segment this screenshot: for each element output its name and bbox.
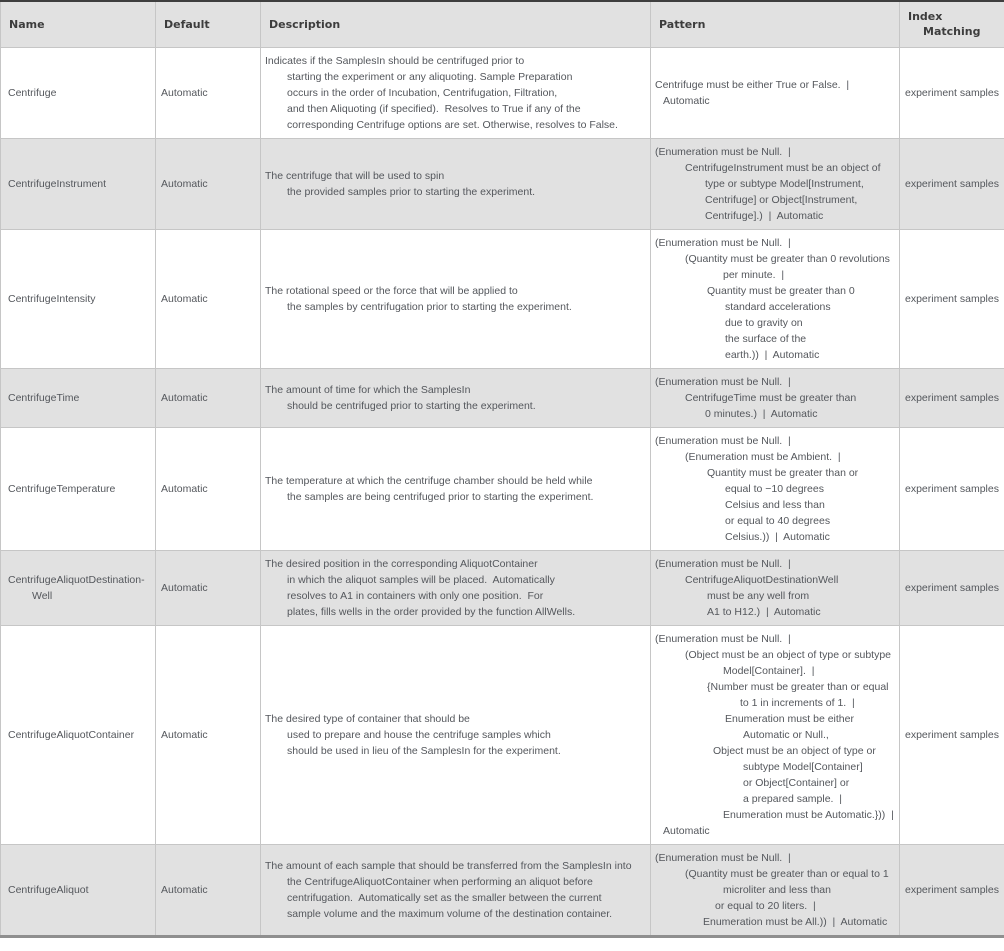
pattern-line: Object must be an object of type or [713, 744, 876, 757]
index-matching-cell [900, 625, 1004, 844]
table-row [1, 844, 1004, 936]
index-matching-cell [900, 427, 1004, 550]
index-matching-value: experiment samples [905, 86, 999, 99]
default-cell [156, 844, 261, 936]
pattern-line: Enumeration must be either [725, 712, 854, 725]
pattern-line: CentrifugeInstrument must be an object of [685, 161, 881, 174]
pattern-line: to 1 in increments of 1. | [740, 696, 855, 709]
description-line: centrifugation. Automatically set as the smaller between the current [287, 891, 602, 904]
description-line: The centrifuge that will be used to spin [265, 169, 445, 182]
pattern-line: equal to −10 degrees [725, 482, 824, 495]
pattern-line: or equal to 20 liters. | [715, 899, 816, 912]
description-cell [261, 138, 651, 229]
pattern-line: due to gravity on [725, 316, 803, 329]
description-line: Indicates if the SamplesIn should be centrifuged prior to [265, 54, 525, 67]
table-body [1, 47, 1004, 936]
name-cell [1, 229, 156, 368]
column-header-name: Name [1, 1, 156, 47]
description-line: should be centrifuged prior to starting the experiment. [287, 399, 536, 412]
pattern-line: Enumeration must be All.)) | Automatic [703, 915, 888, 928]
description-line: sample volume and the maximum volume of the destination container. [287, 907, 613, 920]
pattern-line: must be any well from [707, 589, 810, 602]
default-cell [156, 138, 261, 229]
description-line: in which the aliquot samples will be placed. Automatically [287, 573, 555, 586]
name-cell [1, 138, 156, 229]
description-cell [261, 625, 651, 844]
option-name-line: CentrifugeIntensity [8, 292, 96, 305]
pattern-line: Automatic [663, 94, 710, 107]
index-matching-cell [900, 550, 1004, 625]
pattern-line: Celsius and less than [725, 498, 825, 511]
pattern-line: a prepared sample. | [743, 792, 843, 805]
pattern-line: Celsius.)) | Automatic [725, 530, 830, 543]
default-value: Automatic [161, 292, 208, 305]
table-header [1, 1, 1004, 47]
pattern-line: Enumeration must be Automatic.})) | [723, 808, 894, 821]
default-cell [156, 229, 261, 368]
default-value: Automatic [161, 728, 208, 741]
description-line: The temperature at which the centrifuge chamber should be held while [265, 474, 593, 487]
pattern-line: 0 minutes.) | Automatic [705, 407, 818, 420]
pattern-line: (Enumeration must be Null. | [655, 236, 791, 249]
pattern-line: the surface of the [725, 332, 807, 345]
description-line: resolves to A1 in containers with only one position. For [287, 589, 544, 602]
table-row [1, 550, 1004, 625]
column-header-description: Description [261, 1, 651, 47]
column-header-index-matching: Index Matching [900, 1, 1004, 47]
index-matching-cell [900, 844, 1004, 936]
option-name-line: CentrifugeTime [8, 391, 80, 404]
header-row [1, 1, 1004, 47]
pattern-line: (Object must be an object of type or subtype [685, 648, 892, 661]
table-row [1, 47, 1004, 138]
pattern-line: subtype Model[Container] [743, 760, 863, 773]
pattern-line: or equal to 40 degrees [725, 514, 831, 527]
description-line: The rotational speed or the force that will be applied to [265, 284, 518, 297]
option-name-line: CentrifugeAliquotContainer [8, 728, 135, 741]
default-value: Automatic [161, 581, 208, 594]
default-value: Automatic [161, 86, 208, 99]
pattern-line: per minute. | [723, 268, 785, 281]
pattern-line: or Object[Container] or [743, 776, 850, 789]
description-line: the provided samples prior to starting the experiment. [287, 185, 536, 198]
pattern-line: Automatic or Null., [743, 728, 829, 741]
default-cell [156, 368, 261, 427]
pattern-line: CentrifugeTime must be greater than [685, 391, 857, 404]
pattern-line: A1 to H12.) | Automatic [707, 605, 821, 618]
pattern-line: (Enumeration must be Ambient. | [685, 450, 841, 463]
pattern-line: Quantity must be greater than 0 [707, 284, 855, 297]
index-matching-cell [900, 368, 1004, 427]
index-matching-cell [900, 229, 1004, 368]
pattern-line: CentrifugeAliquotDestinationWell [685, 573, 839, 586]
option-name-line: CentrifugeAliquot [8, 883, 89, 896]
pattern-line: Automatic [663, 824, 710, 837]
description-line: should be used in lieu of the SamplesIn for the experiment. [287, 744, 561, 757]
description-cell [261, 229, 651, 368]
default-cell [156, 427, 261, 550]
description-line: the CentrifugeAliquotContainer when performing an aliquot before [287, 875, 593, 888]
description-cell [261, 844, 651, 936]
default-value: Automatic [161, 177, 208, 190]
index-matching-value: experiment samples [905, 883, 999, 896]
table-row [1, 427, 1004, 550]
name-cell [1, 427, 156, 550]
description-line: The amount of each sample that should be transferred from the SamplesIn into [265, 859, 632, 872]
pattern-line: type or subtype Model[Instrument, [705, 177, 864, 190]
default-value: Automatic [161, 883, 208, 896]
description-line: the samples are being centrifuged prior to starting the experiment. [287, 490, 594, 503]
pattern-line: (Quantity must be greater than 0 revolutions [685, 252, 890, 265]
description-line: and then Aliquoting (if specified). Resolves to True if any of the [287, 102, 581, 115]
column-header-default: Default [156, 1, 261, 47]
default-cell [156, 47, 261, 138]
description-cell [261, 550, 651, 625]
description-cell [261, 427, 651, 550]
index-matching-value: experiment samples [905, 391, 999, 404]
option-name-line: Well [32, 589, 53, 602]
index-matching-cell [900, 47, 1004, 138]
description-cell [261, 47, 651, 138]
description-line: corresponding Centrifuge options are set. Otherwise, resolves to False. [287, 118, 618, 131]
pattern-cell [651, 138, 900, 229]
option-name-line: CentrifugeTemperature [8, 482, 116, 495]
table-row [1, 229, 1004, 368]
default-cell [156, 550, 261, 625]
pattern-cell [651, 47, 900, 138]
table-row [1, 625, 1004, 844]
pattern-cell [651, 844, 900, 936]
default-value: Automatic [161, 391, 208, 404]
pattern-line: Centrifuge] or Object[Instrument, [705, 193, 858, 206]
default-cell [156, 625, 261, 844]
index-matching-value: experiment samples [905, 581, 999, 594]
description-line: used to prepare and house the centrifuge samples which [287, 728, 551, 741]
name-cell [1, 550, 156, 625]
pattern-cell [651, 368, 900, 427]
table-row [1, 138, 1004, 229]
pattern-line: standard accelerations [725, 300, 831, 313]
pattern-line: (Quantity must be greater than or equal to 1 [685, 867, 889, 880]
pattern-line: earth.)) | Automatic [725, 348, 820, 361]
description-line: the samples by centrifugation prior to starting the experiment. [287, 300, 572, 313]
option-name-line: CentrifugeInstrument [8, 177, 107, 190]
default-value: Automatic [161, 482, 208, 495]
description-line: starting the experiment or any aliquoting. Sample Preparation [287, 70, 573, 83]
pattern-line: (Enumeration must be Null. | [655, 434, 791, 447]
pattern-line: {Number must be greater than or equal [707, 680, 889, 693]
index-matching-cell [900, 138, 1004, 229]
column-header-pattern: Pattern [651, 1, 900, 47]
pattern-line: (Enumeration must be Null. | [655, 375, 791, 388]
option-name-line: Centrifuge [8, 86, 57, 99]
description-line: plates, fills wells in the order provided by the function AllWells. [287, 605, 576, 618]
pattern-cell [651, 427, 900, 550]
name-cell [1, 625, 156, 844]
pattern-line: Centrifuge must be either True or False. | [655, 78, 850, 91]
index-matching-value: experiment samples [905, 177, 999, 190]
table-row [1, 368, 1004, 427]
description-line: The amount of time for which the SamplesIn [265, 383, 471, 396]
pattern-line: (Enumeration must be Null. | [655, 557, 791, 570]
name-cell [1, 844, 156, 936]
pattern-line: Centrifuge].) | Automatic [705, 209, 824, 222]
description-line: occurs in the order of Incubation, Centrifugation, Filtration, [287, 86, 558, 99]
index-matching-value: experiment samples [905, 292, 999, 305]
pattern-cell [651, 625, 900, 844]
name-cell [1, 47, 156, 138]
pattern-line: (Enumeration must be Null. | [655, 851, 791, 864]
pattern-line: (Enumeration must be Null. | [655, 632, 791, 645]
pattern-cell [651, 550, 900, 625]
pattern-cell [651, 229, 900, 368]
description-cell [261, 368, 651, 427]
pattern-line: (Enumeration must be Null. | [655, 145, 791, 158]
description-line: The desired position in the corresponding AliquotContainer [265, 557, 538, 570]
index-matching-value: experiment samples [905, 482, 999, 495]
index-matching-value: experiment samples [905, 728, 999, 741]
pattern-line: microliter and less than [723, 883, 831, 896]
pattern-line: Model[Container]. | [723, 664, 815, 677]
option-name-line: CentrifugeAliquotDestination- [8, 573, 145, 586]
name-cell [1, 368, 156, 427]
description-line: The desired type of container that should be [265, 712, 470, 725]
pattern-line: Quantity must be greater than or [707, 466, 859, 479]
